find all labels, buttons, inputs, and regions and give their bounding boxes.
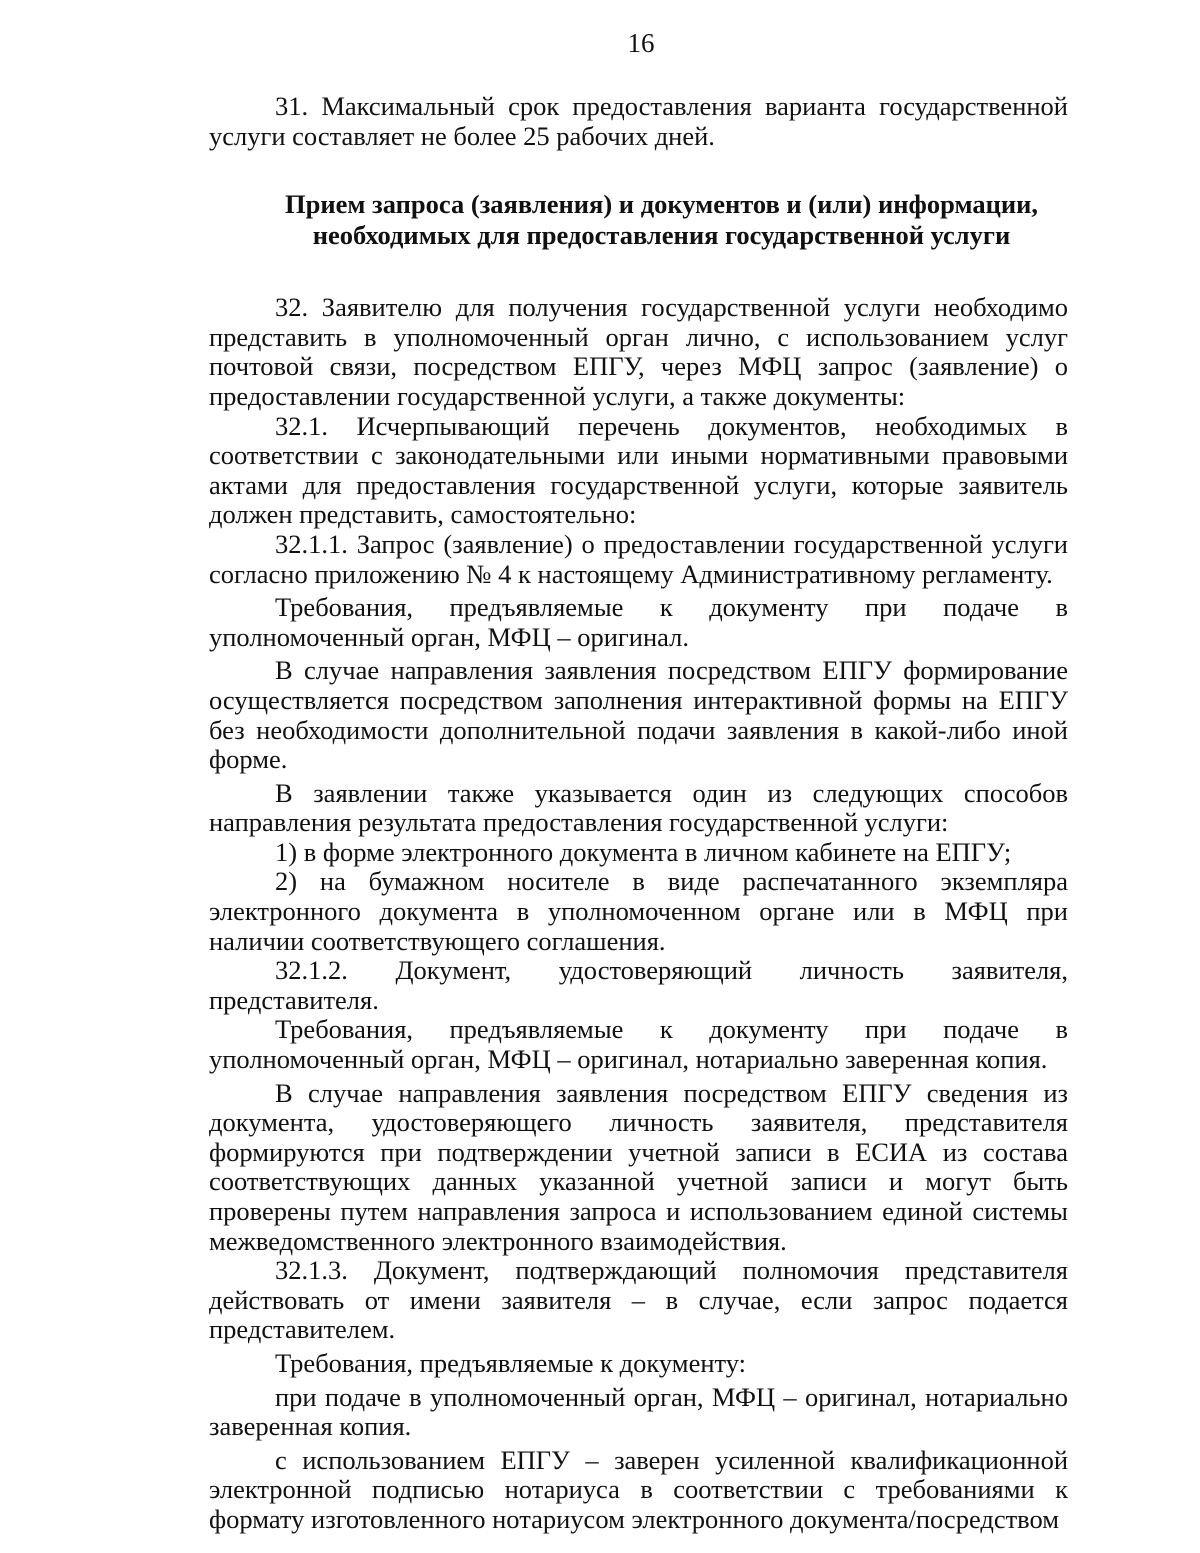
paragraph-32-1-2: 32.1.2. Документ, удостоверяющий личность заявителя, представителя. [209, 955, 1068, 1015]
paragraph-in-person: при подаче в уполномоченный орган, МФЦ – оригинал, нотариально заверенная копия. [209, 1381, 1068, 1442]
paragraph-31: 31. Максимальный срок предоставления варианта государственной услуги составляет не более 25 рабочих дней. [209, 91, 1068, 151]
section-heading-line-2: необходимых для предоставления государственной услуги [312, 220, 1011, 251]
section-heading-line-1: Прием запроса (заявления) и документов и (или) информации, [285, 189, 1038, 220]
document-body [209, 92, 1068, 1535]
list-item-2: 2) на бумажном носителе в виде распечатанного экземпляра электронного документа в уполномоченном органе или в МФЦ при наличии соответствующего соглашения. [209, 866, 1068, 956]
paragraph-requirements-3: Требования, предъявляемые к документу: [275, 1347, 747, 1378]
paragraph-32-1-3: 32.1.3. Документ, подтверждающий полномочия представителя действовать от имени заявителя – в случае, если запрос подается представителем. [209, 1255, 1068, 1345]
paragraph-requirements-1: Требования, предъявляемые к документу при подаче в уполномоченный орган, МФЦ – оригинал. [209, 592, 1068, 652]
paragraph-epgu-form: В случае направления заявления посредством ЕПГУ формирование осуществляется посредством заполнения интерактивной формы на ЕПГУ без необходимости дополнительной подачи заявления в какой-либо иной форме. [209, 655, 1068, 775]
page-number: 16 [627, 28, 655, 58]
paragraph-esia: В случае направления заявления посредством ЕПГУ сведения из документа, удостоверяющего личность заявителя, представителя формируются при подтверждении учетной записи в ЕСИА из состава соответствующих данных указанной учетной записи и могут быть проверены путем направления запроса и использованием единой системы межведомственного электронного взаимодействия. [209, 1077, 1068, 1256]
paragraph-result-methods: В заявлении также указывается один из следующих способов направления результата предоставления государственной услуги: [209, 777, 1068, 838]
paragraph-32: 32. Заявителю для получения государственной услуги необходимо представить в уполномоченный орган лично, с использованием услуг почтовой связи, посредством ЕПГУ, через МФЦ запрос (заявление) о предоставлении государственной услуги, а также документы: [209, 292, 1068, 411]
paragraph-requirements-2: Требования, предъявляемые к документу при подаче в уполномоченный орган, МФЦ – оригинал, нотариально заверенная копия. [209, 1014, 1068, 1075]
list-item-1: 1) в форме электронного документа в личном кабинете на ЕПГУ; [275, 836, 1012, 867]
paragraph-32-1: 32.1. Исчерпывающий перечень документов, необходимых в соответствии с законодательными или иными нормативными правовыми актами для предоставления государственной услуги, которые заявитель должен представить, самостоятельно: [209, 410, 1068, 530]
paragraph-32-1-1: 32.1.1. Запрос (заявление) о предоставлении государственной услуги согласно приложению № 4 к настоящему Административному регламенту. [209, 528, 1068, 589]
section-heading [209, 189, 1068, 251]
paragraph-epgu-signature: с использованием ЕПГУ – заверен усиленной квалификационной электронной подписью нотариуса в соответствии с требованиями к формату изготовленного нотариусом электронного документа/посредством [209, 1444, 1068, 1534]
